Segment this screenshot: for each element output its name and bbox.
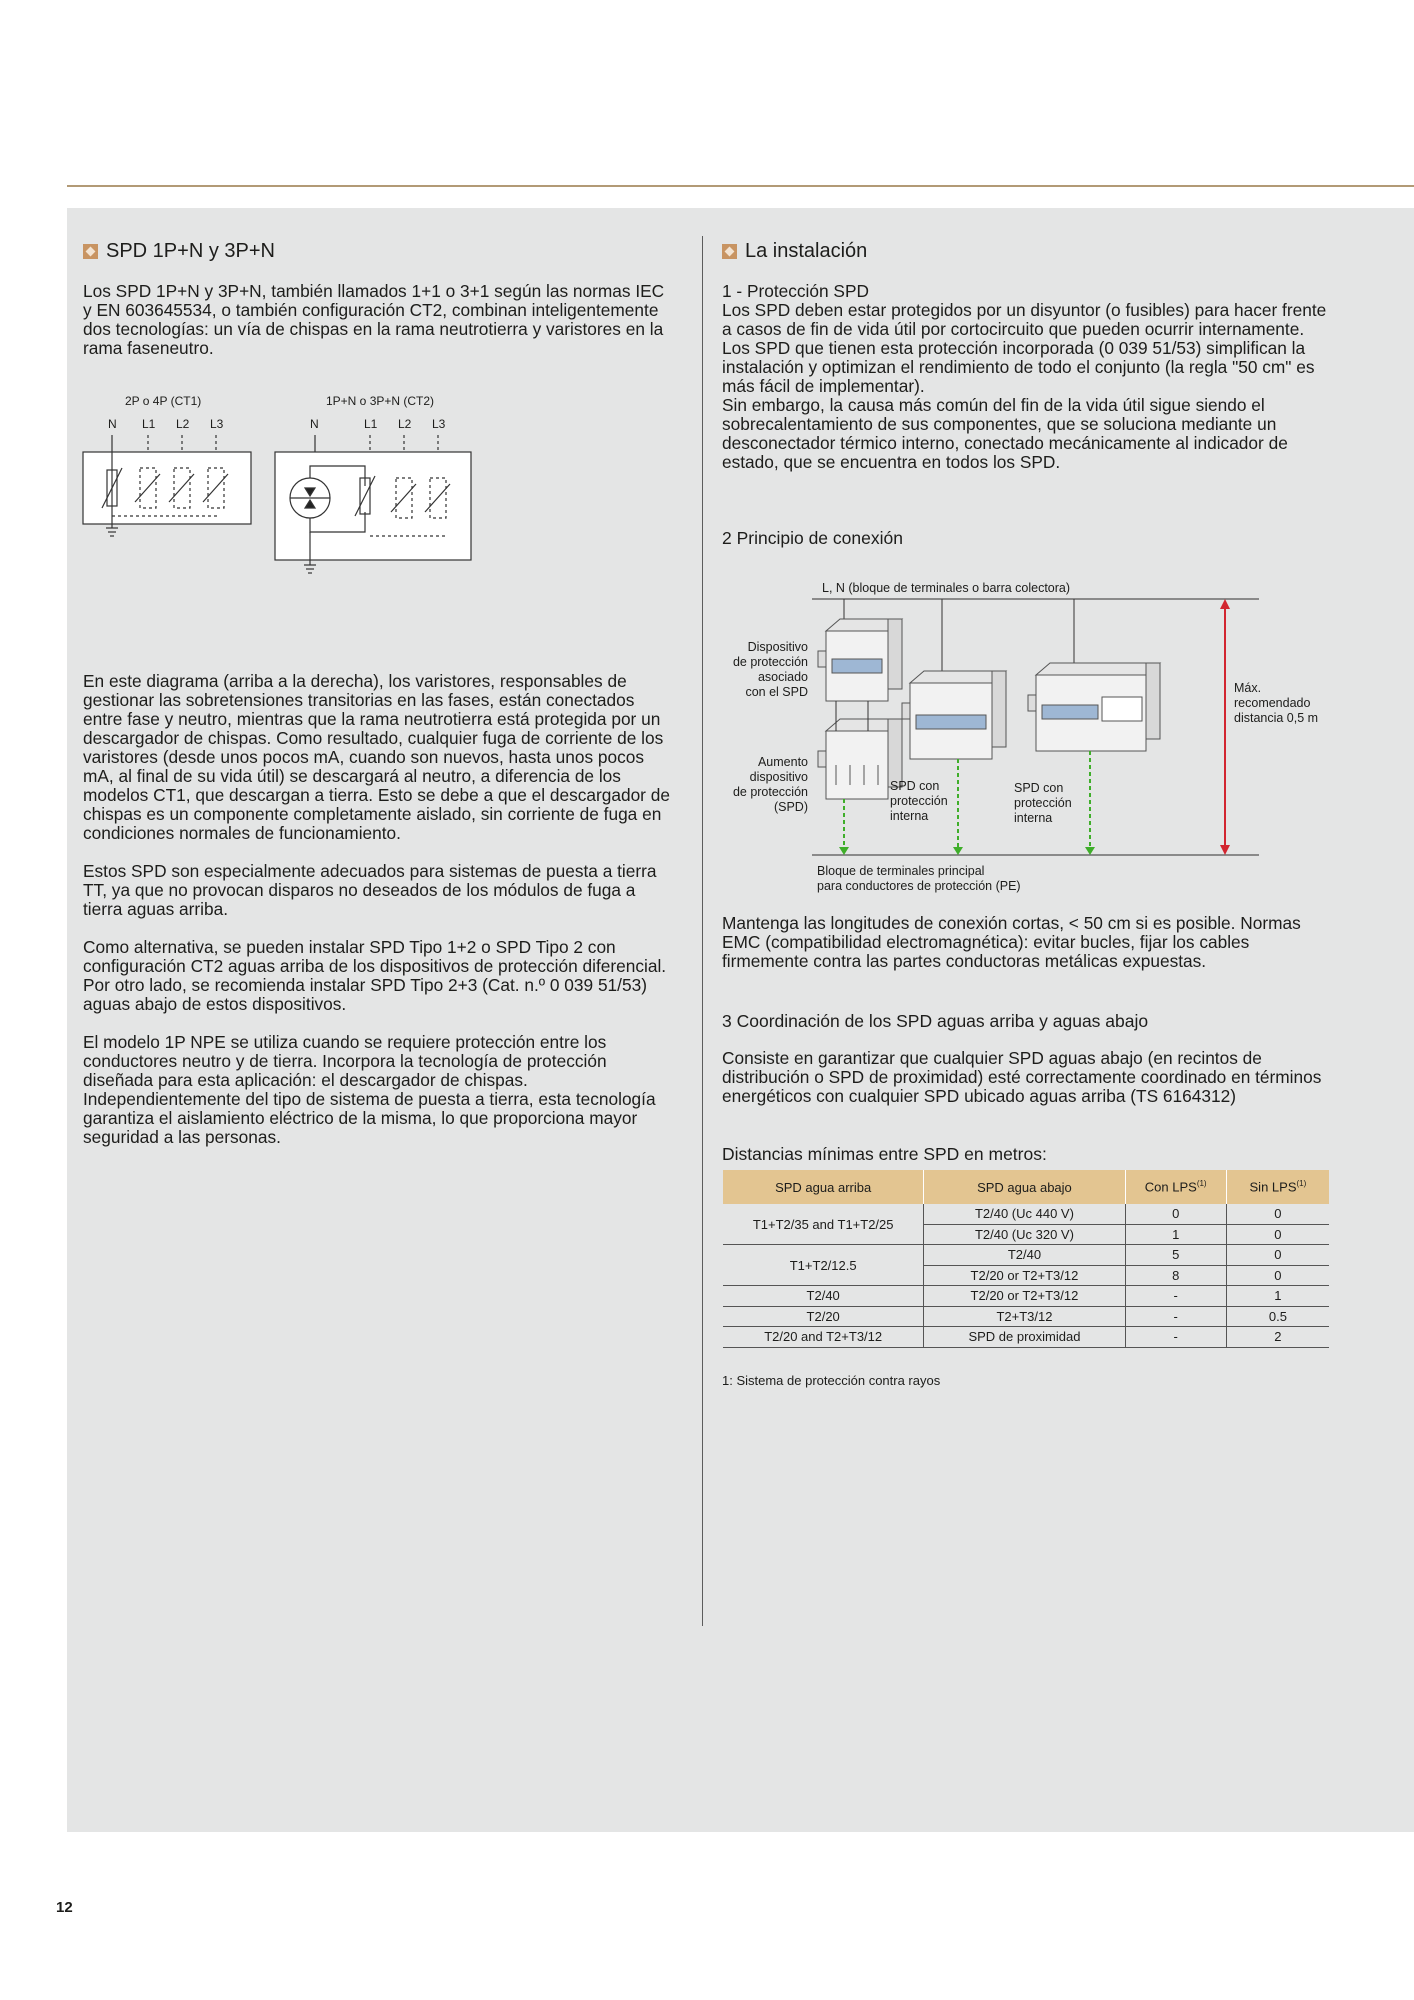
breaker-device <box>818 599 902 701</box>
cell-without-lps: 0 <box>1226 1204 1329 1224</box>
left-section-title <box>83 240 275 263</box>
paragraph-1: En este diagrama (arriba a la derecha), los varistores, responsables de gestionar las sobretensiones transitorias en las fases, están conectados entre fase y neutro, mientras que la rama neutrotierra está protegida por un descargador de chispas. Como resultado, cualquier fuga de corriente de los varistores (desde unos pocos mA, cuando son nuevos, hasta unos pocos mA, al final de su vida útil) se descargará al neutro, a diferencia de los modelos CT1, que descargan a tierra. Esto se debe a que el descargador de chispas es un componente completamente aislado, sin corriente de fuga en condiciones normales de funcionamiento. <box>83 671 670 843</box>
spd-device-internal-2 <box>1028 599 1160 751</box>
aum-label-1: Aumento <box>757 755 808 769</box>
disp-label-3: asociado <box>757 670 808 684</box>
cell-without-lps: 0 <box>1226 1245 1329 1266</box>
col-header-without-lps: Sin LPS$^{(1)}$ <box>1226 1170 1329 1204</box>
spd1-label-2: protección <box>890 794 948 808</box>
table-row <box>723 1245 1329 1266</box>
cell-with-lps: 0 <box>1125 1204 1226 1224</box>
cell-upstream: T1+T2/12.5 <box>723 1245 924 1286</box>
ct-wiring-diagram <box>80 390 480 580</box>
ct1-l1: L1 <box>142 417 156 431</box>
ct2-l3: L3 <box>432 417 446 431</box>
top-rule <box>67 185 1414 187</box>
left-body <box>83 672 673 1166</box>
table-row <box>723 1306 1329 1327</box>
s1-heading: 1 - Protección SPD <box>722 281 869 301</box>
column-divider <box>702 236 703 1626</box>
table-footnote: 1: Sistema de protección contra rayos <box>722 1373 941 1388</box>
disp-label-4: con el SPD <box>745 685 808 699</box>
spd-device-internal-1 <box>902 599 1006 759</box>
cell-downstream: T2/40 <box>924 1245 1125 1266</box>
cell-with-lps: 8 <box>1125 1265 1226 1286</box>
spd1-label-1: SPD con <box>890 779 940 793</box>
aum-label-2: dispositivo <box>749 770 808 784</box>
cell-downstream: T2+T3/12 <box>924 1306 1125 1327</box>
left-title-text: SPD 1P+N y 3P+N <box>106 240 275 262</box>
bottom-label-2: para conductores de protección (PE) <box>817 879 1021 893</box>
s3-heading: 3 Coordinación de los SPD aguas arriba y aguas abajo <box>722 1011 1149 1031</box>
disp-label-1: Dispositivo <box>747 640 808 654</box>
table-row <box>723 1204 1329 1224</box>
ct1-l2: L2 <box>176 417 190 431</box>
cell-with-lps: 1 <box>1125 1224 1226 1245</box>
cell-upstream: T2/20 <box>723 1306 924 1327</box>
s1-paragraph-c: Sin embargo, la causa más común del fin de la vida útil sigue siendo el sobrecalentamiento de sus componentes, que se soluciona mediante un desconectador térmico interno, conectado mecánicamente al indicador de estado, que se encuentra en todos los SPD. <box>722 395 1288 472</box>
cell-with-lps: - <box>1125 1286 1226 1307</box>
ct2-label: 1P+N o 3P+N (CT2) <box>326 394 435 408</box>
cell-downstream: T2/20 or T2+T3/12 <box>924 1286 1125 1307</box>
connection-diagram <box>722 575 1332 895</box>
section-bullet-icon <box>83 244 98 259</box>
table-row <box>723 1327 1329 1348</box>
s1-paragraph-a: Los SPD deben estar protegidos por un disyuntor (o fusibles) para hacer frente a casos de fin de vida útil por cortocircuito que pueden ocurrir internamente. <box>722 300 1327 339</box>
right-section-title <box>722 240 867 263</box>
s3-paragraph: Consiste en garantizar que cualquier SPD aguas abajo (en recintos de distribución o SPD de proximidad) esté correctamente coordinado en términos energéticos con cualquier SPD ubicado aguas arriba (TS 6164312) <box>722 1048 1322 1106</box>
col-header-upstream: SPD agua arriba <box>723 1170 924 1204</box>
spd2-label-2: protección <box>1014 796 1072 810</box>
max-label-2: recomendado <box>1234 696 1311 710</box>
ct2-n: N <box>310 417 319 431</box>
table-row <box>723 1286 1329 1307</box>
ct1-label: 2P o 4P (CT1) <box>125 394 202 408</box>
cell-downstream: T2/40 (Uc 320 V) <box>924 1224 1125 1245</box>
ct1-l3: L3 <box>210 417 224 431</box>
cell-upstream: T1+T2/35 and T1+T2/25 <box>723 1204 924 1245</box>
cell-upstream: T2/20 and T2+T3/12 <box>723 1327 924 1348</box>
spd2-label-1: SPD con <box>1014 781 1064 795</box>
page-number: 12 <box>56 1899 73 1916</box>
max-label-3: distancia 0,5 m <box>1234 711 1319 725</box>
table-title: Distancias mínimas entre SPD en metros: <box>722 1144 1047 1164</box>
right-section-1 <box>722 282 1337 472</box>
s2-paragraph: Mantenga las longitudes de conexión cortas, < 50 cm si es posible. Normas EMC (compatibilidad electromagnética): evitar bucles, fijar los cables firmemente contra las partes conductoras metálicas expuestas. <box>722 913 1301 971</box>
left-intro <box>83 282 668 358</box>
disp-label-2: de protección <box>732 655 808 669</box>
col-header-with-lps: Con LPS$^{(1)}$ <box>1125 1170 1226 1204</box>
cell-downstream: T2/20 or T2+T3/12 <box>924 1265 1125 1286</box>
table-header-row <box>723 1170 1329 1204</box>
spd1-label-3: interna <box>890 809 929 823</box>
intro-paragraph: Los SPD 1P+N y 3P+N, también llamados 1+1 o 3+1 según las normas IEC y EN 603645534, o también configuración CT2, combinan inteligentemente dos tecnologías: un vía de chispas en la rama neutrotierra y varistores en la rama faseneutro. <box>83 281 665 358</box>
paragraph-3: Como alternativa, se pueden instalar SPD Tipo 1+2 o SPD Tipo 2 con configuración CT2 aguas arriba de los dispositivos de protección diferencial. Por otro lado, se recomienda instalar SPD Tipo 2+3 (Cat. n.º 0 039 51/53) aguas abajo de estos dispositivos. <box>83 937 667 1014</box>
ct2-l2: L2 <box>398 417 412 431</box>
cell-upstream: T2/40 <box>723 1286 924 1307</box>
paragraph-4: El modelo 1P NPE se utiliza cuando se requiere protección entre los conductores neutro y de tierra. Incorpora la tecnología de protección diseñada para esta aplicación: el descargador de chispas. Independientemente del tipo de sistema de puesta a tierra, esta tecnología garantiza el aislamiento eléctrico de la misma, lo que proporciona mayor seguridad a las personas. <box>83 1032 656 1147</box>
aum-label-3: de protección <box>732 785 808 799</box>
cell-without-lps: 0 <box>1226 1224 1329 1245</box>
bottom-label-1: Bloque de terminales principal <box>817 864 985 878</box>
cell-with-lps: 5 <box>1125 1245 1226 1266</box>
cell-without-lps: 2 <box>1226 1327 1329 1348</box>
aum-label-4: (SPD) <box>773 800 808 814</box>
cell-without-lps: 1 <box>1226 1286 1329 1307</box>
spd-distance-table <box>723 1170 1329 1348</box>
col-header-downstream: SPD agua abajo <box>924 1170 1125 1204</box>
top-bus-label: L, N (bloque de terminales o barra colectora) <box>822 581 1071 595</box>
cell-downstream: SPD de proximidad <box>924 1327 1125 1348</box>
ct2-l1: L1 <box>364 417 378 431</box>
paragraph-2: Estos SPD son especialmente adecuados para sistemas de puesta a tierra TT, ya que no provocan disparos no deseados de los módulos de fuga a tierra aguas arriba. <box>83 861 657 919</box>
spd2-label-3: interna <box>1014 811 1053 825</box>
cell-without-lps: 0 <box>1226 1265 1329 1286</box>
cell-without-lps: 0.5 <box>1226 1306 1329 1327</box>
cell-with-lps: - <box>1125 1327 1226 1348</box>
s2-heading: 2 Principio de conexión <box>722 528 903 548</box>
cell-with-lps: - <box>1125 1306 1226 1327</box>
cell-downstream: T2/40 (Uc 440 V) <box>924 1204 1125 1224</box>
right-title-text: La instalación <box>745 240 868 262</box>
s1-paragraph-b: Los SPD que tienen esta protección incorporada (0 039 51/53) simplifican la instalación y optimizan el rendimiento de todo el conjunto (la regla "50 cm" es más fácil de implementar). <box>722 338 1315 396</box>
ct1-n: N <box>108 417 117 431</box>
section-bullet-icon <box>722 244 737 259</box>
max-label-1: Máx. <box>1234 681 1262 695</box>
